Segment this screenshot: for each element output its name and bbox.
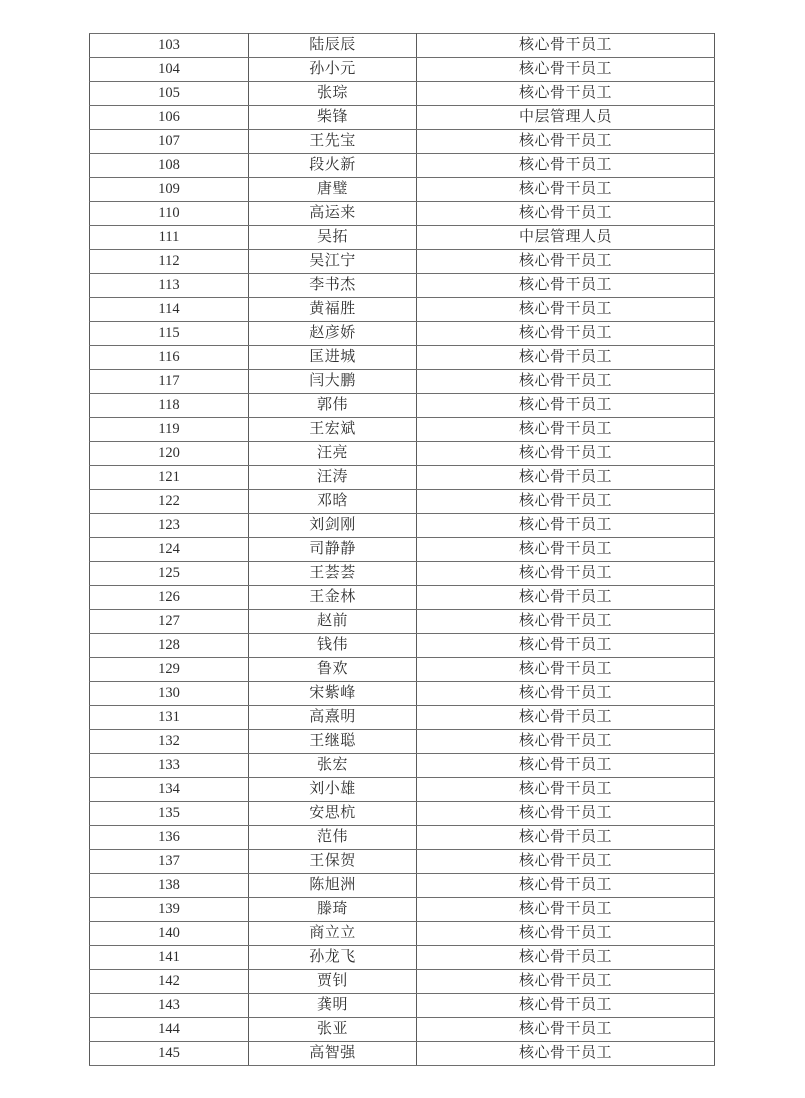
table-row [90,658,715,682]
row-number-cell: 109 [90,178,249,202]
employee-name-cell: 张琮 [249,82,417,106]
employee-name-cell: 黄福胜 [249,298,417,322]
employee-category-cell: 核心骨干员工 [417,898,715,922]
employee-name-cell: 吴江宁 [249,250,417,274]
employee-name-cell: 唐璧 [249,178,417,202]
employee-category-cell: 核心骨干员工 [417,610,715,634]
employee-category-cell: 核心骨干员工 [417,850,715,874]
row-number-cell: 117 [90,370,249,394]
table-row [90,442,715,466]
table-row [90,34,715,58]
table-row [90,490,715,514]
row-number-cell: 125 [90,562,249,586]
table-row [90,850,715,874]
employee-name-cell: 孙龙飞 [249,946,417,970]
employee-category-cell: 核心骨干员工 [417,322,715,346]
employee-name-cell: 柴锋 [249,106,417,130]
employee-category-cell: 核心骨干员工 [417,586,715,610]
employee-category-cell: 核心骨干员工 [417,970,715,994]
row-number-cell: 114 [90,298,249,322]
employee-category-cell: 核心骨干员工 [417,1042,715,1066]
employee-table-body [90,34,715,1066]
row-number-cell: 111 [90,226,249,250]
table-row [90,706,715,730]
employee-name-cell: 郭伟 [249,394,417,418]
employee-name-cell: 刘剑刚 [249,514,417,538]
employee-category-cell: 核心骨干员工 [417,706,715,730]
table-row [90,250,715,274]
table-row [90,274,715,298]
row-number-cell: 133 [90,754,249,778]
employee-name-cell: 汪涛 [249,466,417,490]
row-number-cell: 106 [90,106,249,130]
employee-category-cell: 核心骨干员工 [417,346,715,370]
employee-name-cell: 高运来 [249,202,417,226]
table-row [90,154,715,178]
employee-category-cell: 核心骨干员工 [417,274,715,298]
employee-category-cell: 核心骨干员工 [417,802,715,826]
table-row [90,226,715,250]
employee-category-cell: 核心骨干员工 [417,154,715,178]
row-number-cell: 144 [90,1018,249,1042]
employee-category-cell: 核心骨干员工 [417,730,715,754]
table-row [90,322,715,346]
employee-name-cell: 范伟 [249,826,417,850]
table-row [90,946,715,970]
table-row [90,202,715,226]
table-row [90,58,715,82]
row-number-cell: 132 [90,730,249,754]
row-number-cell: 107 [90,130,249,154]
employee-category-cell: 核心骨干员工 [417,250,715,274]
table-row [90,562,715,586]
row-number-cell: 105 [90,82,249,106]
row-number-cell: 131 [90,706,249,730]
employee-name-cell: 司静静 [249,538,417,562]
row-number-cell: 130 [90,682,249,706]
employee-name-cell: 赵前 [249,610,417,634]
row-number-cell: 129 [90,658,249,682]
table-row [90,178,715,202]
employee-name-cell: 王金林 [249,586,417,610]
row-number-cell: 121 [90,466,249,490]
row-number-cell: 140 [90,922,249,946]
employee-name-cell: 安思杭 [249,802,417,826]
row-number-cell: 138 [90,874,249,898]
table-row [90,370,715,394]
table-row [90,970,715,994]
employee-category-cell: 核心骨干员工 [417,202,715,226]
employee-category-cell: 核心骨干员工 [417,34,715,58]
employee-category-cell: 核心骨干员工 [417,562,715,586]
employee-category-cell: 核心骨干员工 [417,514,715,538]
table-row [90,994,715,1018]
table-row [90,514,715,538]
table-row [90,298,715,322]
employee-name-cell: 龚明 [249,994,417,1018]
employee-name-cell: 张宏 [249,754,417,778]
table-row [90,802,715,826]
employee-name-cell: 李书杰 [249,274,417,298]
employee-category-cell: 核心骨干员工 [417,178,715,202]
table-row [90,682,715,706]
employee-name-cell: 吴拓 [249,226,417,250]
employee-name-cell: 匡进城 [249,346,417,370]
employee-name-cell: 王荟荟 [249,562,417,586]
table-row [90,538,715,562]
employee-name-cell: 王先宝 [249,130,417,154]
employee-name-cell: 赵彦娇 [249,322,417,346]
employee-category-cell: 中层管理人员 [417,226,715,250]
table-row [90,466,715,490]
row-number-cell: 103 [90,34,249,58]
employee-category-cell: 核心骨干员工 [417,394,715,418]
row-number-cell: 142 [90,970,249,994]
table-row [90,778,715,802]
table-row [90,826,715,850]
row-number-cell: 145 [90,1042,249,1066]
table-row [90,898,715,922]
employee-category-cell: 核心骨干员工 [417,778,715,802]
row-number-cell: 124 [90,538,249,562]
employee-name-cell: 鲁欢 [249,658,417,682]
table-row [90,106,715,130]
table-row [90,586,715,610]
employee-name-cell: 陆辰辰 [249,34,417,58]
employee-category-cell: 核心骨干员工 [417,826,715,850]
employee-category-cell: 核心骨干员工 [417,82,715,106]
employee-name-cell: 高智强 [249,1042,417,1066]
row-number-cell: 126 [90,586,249,610]
row-number-cell: 141 [90,946,249,970]
employee-category-cell: 核心骨干员工 [417,658,715,682]
employee-category-cell: 核心骨干员工 [417,442,715,466]
employee-name-cell: 刘小雄 [249,778,417,802]
row-number-cell: 113 [90,274,249,298]
table-row [90,634,715,658]
employee-category-cell: 核心骨干员工 [417,1018,715,1042]
row-number-cell: 135 [90,802,249,826]
employee-category-cell: 核心骨干员工 [417,466,715,490]
row-number-cell: 123 [90,514,249,538]
employee-category-cell: 核心骨干员工 [417,418,715,442]
employee-name-cell: 王宏斌 [249,418,417,442]
employee-name-cell: 商立立 [249,922,417,946]
employee-name-cell: 高熹明 [249,706,417,730]
employee-category-cell: 核心骨干员工 [417,370,715,394]
employee-category-cell: 核心骨干员工 [417,130,715,154]
employee-category-cell: 核心骨干员工 [417,946,715,970]
employee-category-cell: 核心骨干员工 [417,754,715,778]
employee-category-cell: 核心骨干员工 [417,490,715,514]
employee-name-cell: 段火新 [249,154,417,178]
employee-name-cell: 邓晗 [249,490,417,514]
table-row [90,730,715,754]
table-row [90,82,715,106]
row-number-cell: 139 [90,898,249,922]
row-number-cell: 128 [90,634,249,658]
row-number-cell: 110 [90,202,249,226]
row-number-cell: 118 [90,394,249,418]
employee-category-cell: 中层管理人员 [417,106,715,130]
table-row [90,754,715,778]
employee-category-cell: 核心骨干员工 [417,682,715,706]
employee-name-cell: 宋紫峰 [249,682,417,706]
row-number-cell: 137 [90,850,249,874]
table-row [90,346,715,370]
row-number-cell: 127 [90,610,249,634]
table-row [90,922,715,946]
row-number-cell: 112 [90,250,249,274]
row-number-cell: 119 [90,418,249,442]
employee-name-cell: 贾钊 [249,970,417,994]
row-number-cell: 136 [90,826,249,850]
employee-name-cell: 滕琦 [249,898,417,922]
employee-category-cell: 核心骨干员工 [417,874,715,898]
employee-name-cell: 钱伟 [249,634,417,658]
employee-category-cell: 核心骨干员工 [417,538,715,562]
table-row [90,394,715,418]
employee-name-cell: 孙小元 [249,58,417,82]
row-number-cell: 143 [90,994,249,1018]
employee-roster-table [89,33,715,1066]
employee-name-cell: 汪亮 [249,442,417,466]
employee-name-cell: 王保贺 [249,850,417,874]
employee-category-cell: 核心骨干员工 [417,634,715,658]
row-number-cell: 108 [90,154,249,178]
employee-category-cell: 核心骨干员工 [417,58,715,82]
employee-category-cell: 核心骨干员工 [417,994,715,1018]
employee-name-cell: 张亚 [249,1018,417,1042]
table-row [90,610,715,634]
row-number-cell: 116 [90,346,249,370]
table-row [90,1018,715,1042]
table-row [90,1042,715,1066]
table-row [90,874,715,898]
row-number-cell: 104 [90,58,249,82]
row-number-cell: 122 [90,490,249,514]
row-number-cell: 115 [90,322,249,346]
employee-name-cell: 王继聪 [249,730,417,754]
employee-category-cell: 核心骨干员工 [417,922,715,946]
table-row [90,130,715,154]
employee-category-cell: 核心骨干员工 [417,298,715,322]
table-row [90,418,715,442]
employee-name-cell: 陈旭洲 [249,874,417,898]
employee-name-cell: 闫大鹏 [249,370,417,394]
row-number-cell: 120 [90,442,249,466]
row-number-cell: 134 [90,778,249,802]
